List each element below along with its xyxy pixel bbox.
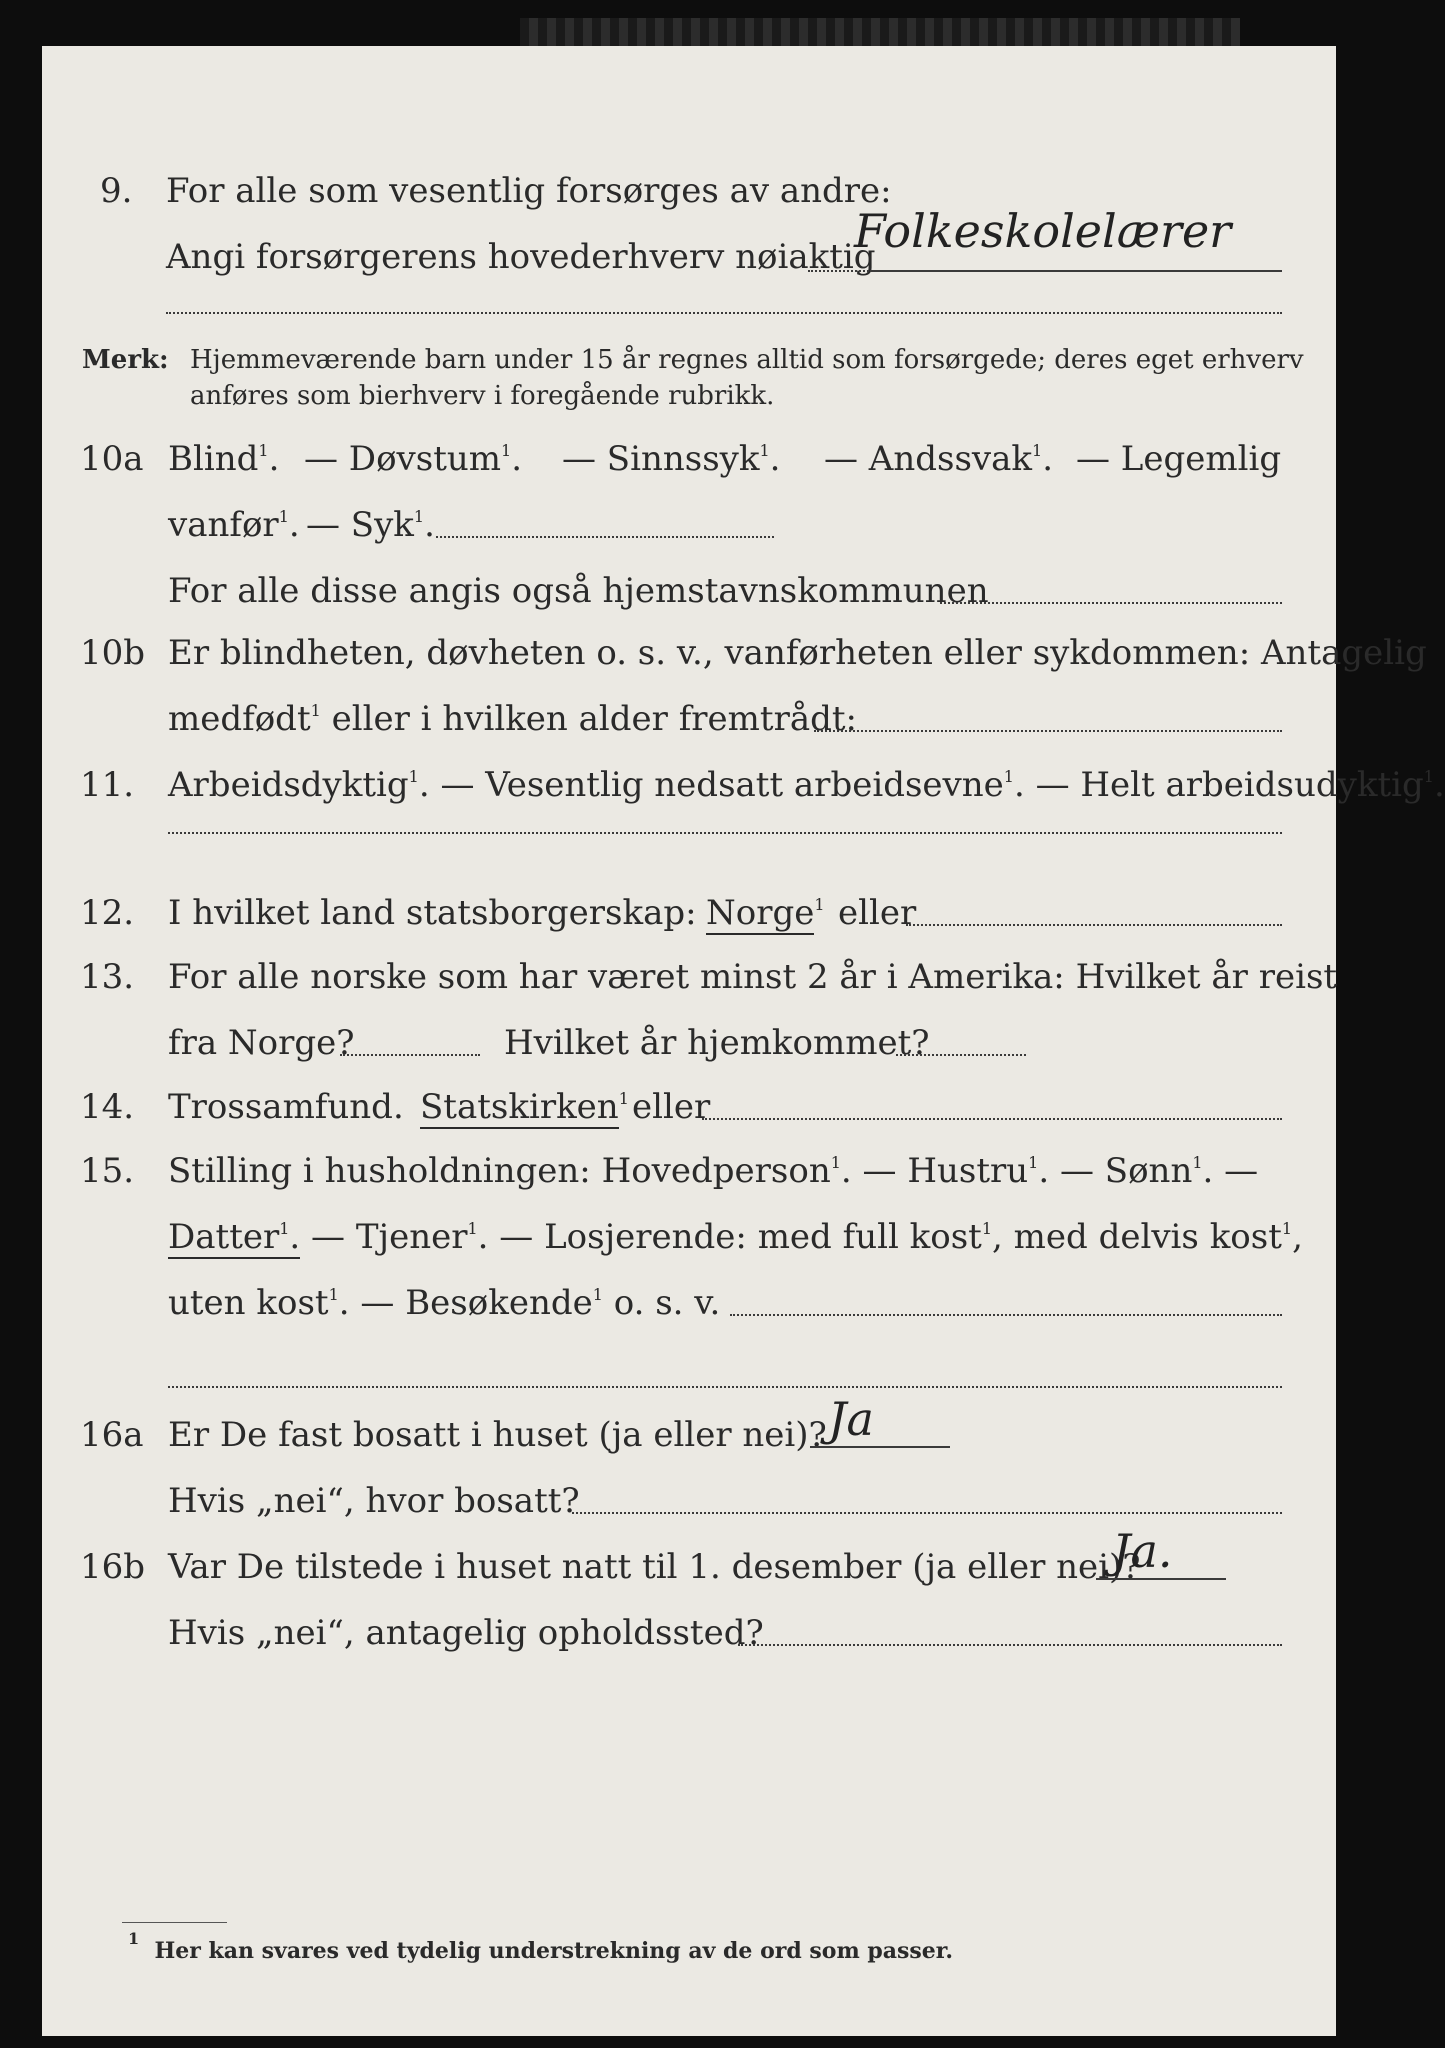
q16a-answer-line (810, 1446, 950, 1448)
merk-line1: Hjemmeværende barn under 15 år regnes alltid som forsørgede; deres eget erhverv (190, 345, 1304, 375)
q11-text: Arbeidsdyktig$^1$. — Vesentlig nedsatt arbeidsevne$^1$. — Helt arbeidsudyktig$^1$. (168, 765, 1445, 805)
q16a-answer-handwriting: Ja (828, 1392, 874, 1446)
q12-number: 12. (80, 893, 135, 933)
q13-fra-line (340, 1054, 480, 1056)
q16a-number: 16a (80, 1415, 144, 1455)
q10a-hjemstavn-line (940, 602, 1282, 604)
q12-line (906, 924, 1282, 926)
q16b-number: 16b (80, 1547, 146, 1587)
q13-hjem: Hvilket år hjemkommet? (504, 1023, 930, 1063)
census-form-page (42, 46, 1445, 2036)
footnote: $^1$ Her kan svares ved tydelig understrekning av de ord som passer. (128, 1929, 954, 1964)
q15-line2: Datter$^1$. — Tjener$^1$. — Losjerende: med full kost$^1$, med delvis kost$^1$, (168, 1217, 1303, 1257)
q9-dotted-line (808, 270, 872, 272)
merk-line2: anføres som bierhverv i foregående rubrikk. (190, 381, 775, 411)
q10a-sinnssyk: — Sinnssyk$^1$. (562, 439, 781, 479)
q11-number: 11. (80, 765, 135, 805)
q10a-dovstum: — Døvstum$^1$. (304, 439, 522, 479)
q10a-vanfor: vanfør$^1$. (168, 505, 300, 545)
q16b-line1: Var De tilstede i huset natt til 1. desember (ja eller nei)? (168, 1547, 1141, 1587)
q16a-line2: Hvis „nei“, hvor bosatt? (168, 1481, 580, 1521)
q9-line2: Angi forsørgerens hovederhverv nøiaktig (166, 237, 876, 277)
q14-text: Trossamfund. (168, 1087, 404, 1127)
q13-hjem-line (896, 1054, 1026, 1056)
q12-norge: Norge$^1$ (706, 893, 825, 933)
q10a-blind: Blind$^1$. (168, 439, 280, 479)
q10b-line1: Er blindheten, døvheten o. s. v., vanførheten eller sykdommen: Antagelig (168, 633, 1427, 673)
q10a-legemlig: — Legemlig (1076, 439, 1282, 479)
q15-line1: Stilling i husholdningen: Hovedperson$^1$. — Hustru$^1$. — Sønn$^1$. — (168, 1151, 1259, 1191)
q10b-number: 10b (80, 633, 146, 673)
q16b-answer-handwriting: Ja. (1112, 1524, 1173, 1578)
q14-statskirken: Statskirken$^1$ (420, 1087, 629, 1127)
q13-line1: For alle norske som har været minst 2 år i Amerika: Hvilket år reist (168, 957, 1338, 997)
q13-fra: fra Norge? (168, 1023, 355, 1063)
merk-label: Merk: (82, 345, 169, 375)
q12-text: I hvilket land statsborgerskap: (168, 893, 697, 933)
q13-number: 13. (80, 957, 135, 997)
q16a-line (572, 1512, 1282, 1514)
q16a-line1: Er De fast bosatt i huset (ja eller nei)? (168, 1415, 827, 1455)
q15-line (730, 1314, 1282, 1316)
q15-line3: uten kost$^1$. — Besøkende$^1$ o. s. v. (168, 1283, 721, 1323)
q10a-syk: — Syk$^1$. (306, 505, 435, 545)
q15-number: 15. (80, 1151, 135, 1191)
q16b-line (738, 1644, 1282, 1646)
q14-eller: eller (632, 1087, 711, 1127)
q10a-number: 10a (80, 439, 144, 479)
q9-answer-line (872, 270, 1282, 272)
q14-number: 14. (80, 1087, 135, 1127)
q16b-answer-line (1096, 1578, 1226, 1580)
q10a-syk-line (436, 536, 774, 538)
footnote-rule (122, 1922, 227, 1923)
q11-line (168, 832, 1282, 834)
q9-number: 9. (100, 171, 133, 211)
q10b-line2: medfødt$^1$ eller i hvilken alder fremtrådt: (168, 699, 857, 739)
q15-extra-line (168, 1386, 1282, 1388)
q14-line (702, 1118, 1282, 1120)
scan-top-strip (520, 18, 1240, 46)
q9-extra-line (166, 312, 1282, 314)
q12-eller: eller (838, 893, 917, 933)
q9-answer-handwriting: Folkeskolelærer (854, 204, 1232, 258)
q10a-andssvak: — Andssvak$^1$. (824, 439, 1054, 479)
q10a-line3: For alle disse angis også hjemstavnskommunen (168, 571, 989, 611)
q10b-line (814, 730, 1282, 732)
q9-line1: For alle som vesentlig forsørges av andre: (166, 171, 892, 211)
q16b-line2: Hvis „nei“, antagelig opholdssted? (168, 1613, 764, 1653)
